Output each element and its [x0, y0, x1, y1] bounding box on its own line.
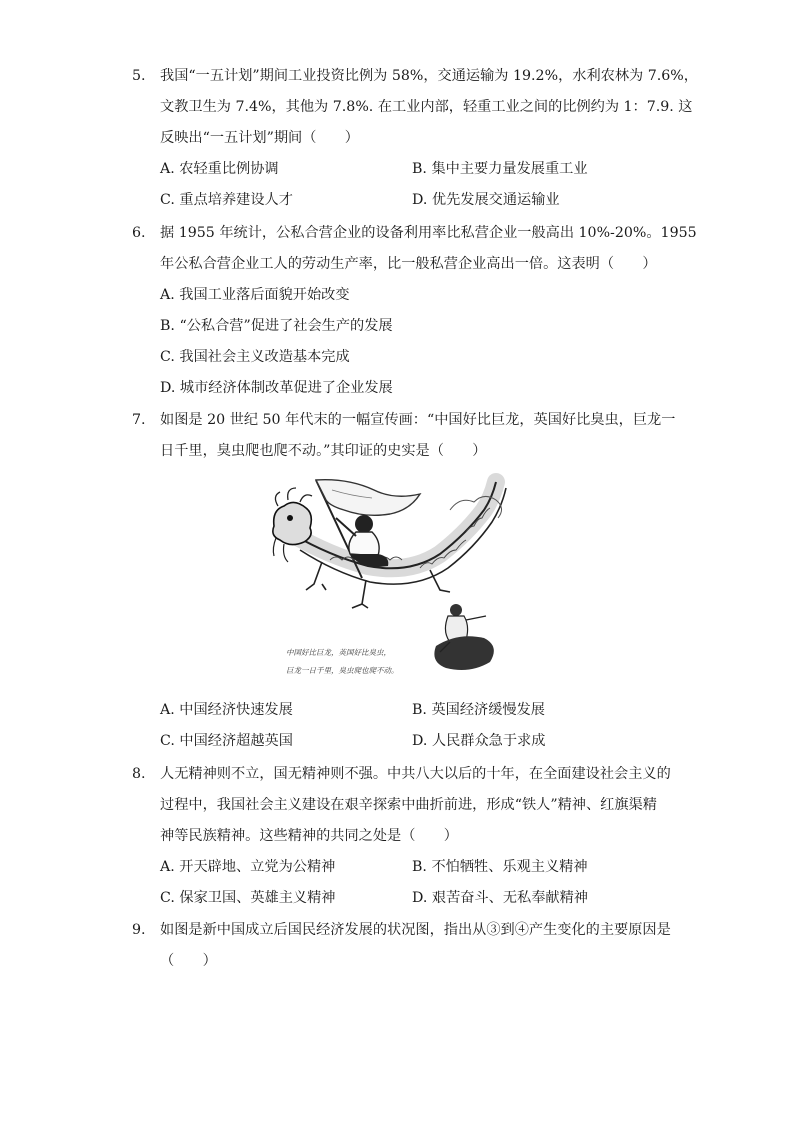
- option-a: A. 开天辟地、立党为公精神: [160, 859, 336, 875]
- option-d: D. 艰苦奋斗、无私奉献精神: [412, 890, 588, 906]
- option-c: C. 我国社会主义改造基本完成: [160, 349, 350, 365]
- question-text-line: 反映出“一五计划”期间（ ）: [160, 130, 359, 146]
- propaganda-cartoon-image: [270, 470, 518, 692]
- question-text-line: 过程中，我国社会主义建设在艰辛探索中曲折前进，形成“铁人”精神、红旗渠精: [160, 797, 657, 813]
- question-text-line: 据 1955 年统计，公私合营企业的设备利用率比私营企业一般高出 10%-20%。1955: [160, 225, 697, 241]
- question-text-line: 我国“一五计划”期间工业投资比例为 58%，交通运输为 19.2%，水利农林为 7.6%，: [160, 68, 698, 84]
- option-b: B. 英国经济缓慢发展: [412, 702, 545, 718]
- question-text-line: 如图是 20 世纪 50 年代末的一幅宣传画：“中国好比巨龙，英国好比臭虫，巨龙一: [160, 412, 676, 428]
- option-b: B. 集中主要力量发展重工业: [412, 161, 588, 177]
- question-text-line: （ ）: [160, 953, 217, 969]
- question-text-line: 日千里，臭虫爬也爬不动。”其印证的史实是（ ）: [160, 443, 487, 459]
- option-d: D. 优先发展交通运输业: [412, 192, 560, 208]
- option-a: A. 农轻重比例协调: [160, 161, 279, 177]
- cartoon-caption-line-2: 巨龙一日千里，臭虫爬也爬不动。: [286, 666, 399, 675]
- question-text-line: 神等民族精神。这些精神的共同之处是（ ）: [160, 828, 458, 844]
- option-c: C. 保家卫国、英雄主义精神: [160, 890, 336, 906]
- question-number: 8.: [132, 766, 146, 782]
- question-number: 9.: [132, 922, 146, 938]
- option-c: C. 重点培养建设人才: [160, 192, 293, 208]
- option-b: B. “公私合营”促进了社会生产的发展: [160, 318, 393, 334]
- question-text-line: 如图是新中国成立后国民经济发展的状况图，指出从③到④产生变化的主要原因是: [160, 922, 671, 938]
- option-a: A. 中国经济快速发展: [160, 702, 293, 718]
- option-d: D. 人民群众急于求成: [412, 733, 546, 749]
- option-a: A. 我国工业落后面貌开始改变: [160, 287, 350, 303]
- question-text-line: 年公私合营企业工人的劳动生产率，比一般私营企业高出一倍。这表明（ ）: [160, 256, 657, 272]
- question-number: 7.: [132, 412, 146, 428]
- question-number: 6.: [132, 225, 146, 241]
- question-number: 5.: [132, 68, 146, 84]
- option-b: B. 不怕牺牲、乐观主义精神: [412, 859, 588, 875]
- cartoon-caption-line-1: 中国好比巨龙，英国好比臭虫，: [286, 648, 391, 657]
- option-d: D. 城市经济体制改革促进了企业发展: [160, 380, 393, 396]
- question-text-line: 人无精神则不立，国无精神则不强。中共八大以后的十年，在全面建设社会主义的: [160, 766, 671, 782]
- question-text-line: 文教卫生为 7.4%，其他为 7.8%. 在工业内部，轻重工业之间的比例约为 1：7.9. 这: [160, 99, 693, 115]
- option-c: C. 中国经济超越英国: [160, 733, 293, 749]
